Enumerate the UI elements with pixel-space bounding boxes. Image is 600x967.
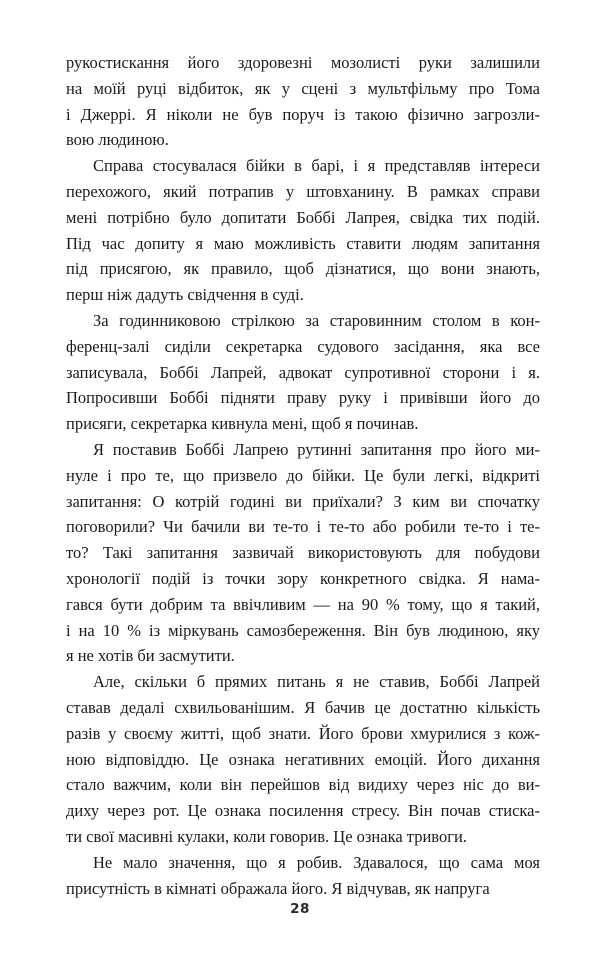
text-line: диху через рот. Це ознака посилення стресу. Він почав стиска- <box>66 801 540 821</box>
paragraph <box>66 50 540 153</box>
text-line: Під час допиту я маю можливість ставити людям запитання <box>66 233 540 253</box>
text-line: і на 10 % із міркувань самозбереження. Він був людиною, яку <box>66 620 540 640</box>
paragraph <box>66 437 540 669</box>
text-line: вою людиною. <box>66 130 169 150</box>
text-line: запитання: О котрій годині ви приїхали? З ким ви спочатку <box>66 491 540 511</box>
text-line: під присягою, як правило, щоб дізнатися, що вони знають, <box>66 259 540 279</box>
text-line: на моїй руці відбиток, як у сцені з мультфільму про Тома <box>66 78 540 98</box>
text-line: Але, скільки б прямих питань я не ставив, Боббі Лапрей <box>93 672 540 692</box>
text-line: Я поставив Боббі Лапрею рутинні запитання про його ми- <box>93 439 540 459</box>
text-line: ференц-залі сиділи секретарка судового засідання, яка все <box>66 336 540 356</box>
text-line: Попросивши Боббі підняти праву руку і привівши його до <box>66 388 540 408</box>
paragraph <box>66 850 540 902</box>
paragraph <box>66 153 540 308</box>
text-line: ти свої масивні кулаки, коли говорив. Це ознака тривоги. <box>66 826 467 846</box>
text-line: разів у своєму житті, щоб знати. Його брови хмурилися з кож- <box>66 723 540 743</box>
page-number: 28 <box>290 901 310 917</box>
text-line: За годинниковою стрілкою за старовинним столом в кон- <box>93 310 540 330</box>
paragraph <box>66 669 540 850</box>
text-line: Не мало значення, що я робив. Здавалося, що сама моя <box>93 852 540 872</box>
text-line: хронології подій із точки зору конкретного свідка. Я нама- <box>66 568 540 588</box>
text-line: нуле і про те, що призвело до бійки. Це були легкі, відкриті <box>66 465 540 485</box>
text-line: ною відповіддю. Це ознака негативних емоцій. Його дихання <box>66 749 540 769</box>
text-line: то? Такі запитання зазвичай використовують для побудови <box>66 543 540 563</box>
text-line: стало важчим, коли він перейшов від видиху через ніс до ви- <box>66 775 540 795</box>
body-text <box>66 50 540 901</box>
text-line: поговорили? Чи бачили ви те-то і те-то або робили те-то і те- <box>66 517 540 537</box>
text-line: записувала, Боббі Лапрей, адвокат супротивної сторони і я. <box>66 362 540 382</box>
text-line: рукостискання його здоровезні мозолисті руки залишили <box>66 53 540 72</box>
text-line: гався бути добрим та ввічливим — на 90 % тому, що я такий, <box>66 594 540 614</box>
text-line: і Джеррі. Я ніколи не був поруч із такою фізично загрозли- <box>66 104 540 124</box>
text-line: мені потрібно було допитати Боббі Лапрея, свідка тих подій. <box>66 207 540 227</box>
paragraph <box>66 308 540 437</box>
text-line: я не хотів би засмутити. <box>66 646 235 666</box>
text-line: присутність в кімнаті ображала його. Я відчував, як напруга <box>66 878 490 898</box>
text-line: присяги, секретарка кивнула мені, щоб я починав. <box>66 414 419 434</box>
text-line: перехожого, який потрапив у штовханину. В рамках справи <box>66 181 540 201</box>
text-line: перш ніж дадуть свідчення в суді. <box>66 285 304 305</box>
text-line: ставав дедалі схвильованішим. Я бачив це достатню кількість <box>66 697 540 717</box>
text-line: Справа стосувалася бійки в барі, і я представляв інтереси <box>93 156 540 176</box>
